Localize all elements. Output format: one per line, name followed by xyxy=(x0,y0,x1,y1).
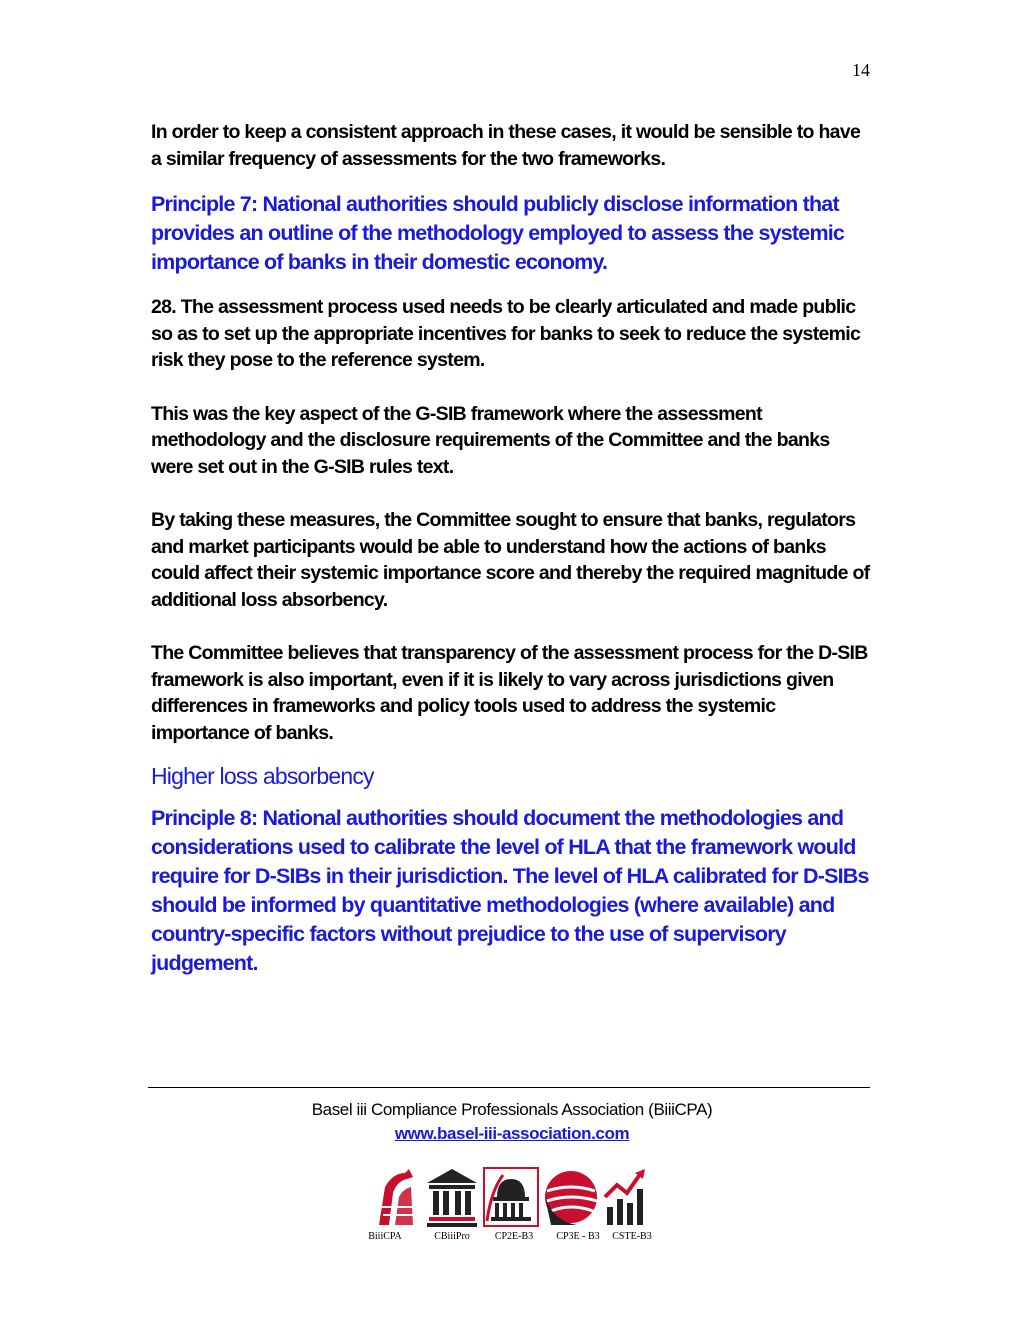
footer-website-link[interactable]: www.basel-iii-association.com xyxy=(394,1124,630,1143)
principle-7: Principle 7: National authorities should publicly disclose information that provides an outline of the methodology employed to assess the systemic importance of banks in their domestic economy. xyxy=(151,192,845,274)
building-dome-icon xyxy=(483,1167,539,1227)
footer-divider xyxy=(148,1087,870,1088)
globe-flag-icon xyxy=(543,1167,601,1227)
paragraph-28: 28. The assessment process used needs to be clearly articulated and made public so as to set up the appropriate incentives for banks to seek to reduce the systemic risk they pose to the reference system. xyxy=(151,296,861,371)
logo-label-cp3e: CP3E - B3 xyxy=(556,1231,600,1242)
principle-8: Principle 8: National authorities should document the methodologies and considerations used to calibrate the level of HLA that the framework would require for D-SIBs in their jurisdiction. The level of HLA calibrated for D-SIBs should be informed by quantitative methodologies (where available) and country-specific factors without prejudice to the use of supervisory judgement. xyxy=(151,806,869,975)
bank-columns-icon xyxy=(425,1167,479,1227)
paragraph-gsib: This was the key aspect of the G-SIB framework where the assessment methodology and the disclosure requirements of the Committee and the banks were set out in the G-SIB rules text. xyxy=(151,402,830,478)
logo-label-cbiiipro: CBiiiPro xyxy=(434,1231,470,1242)
section-heading-hla: Higher loss absorbency xyxy=(151,763,374,789)
logo-label-cste: CSTE-B3 xyxy=(612,1231,652,1242)
logo-label-biiicpa: BiiiCPA xyxy=(368,1231,402,1242)
logo-label-cp2e: CP2E-B3 xyxy=(494,1231,534,1242)
paragraph-consistency: In order to keep a consistent approach in these cases, it would be sensible to have a similar frequency of assessments for the two frameworks. xyxy=(151,121,861,170)
chart-arrow-icon xyxy=(603,1167,647,1227)
paragraph-measures: By taking these measures, the Committee sought to ensure that banks, regulators and market participants would be able to understand how the actions of banks could affect their systemic importance score and thereby the required magnitude of additional loss absorbency. xyxy=(151,509,870,611)
page-number: 14 xyxy=(852,60,870,80)
footer-organization: Basel iii Compliance Professionals Association (BiiiCPA) xyxy=(311,1100,713,1119)
document-body xyxy=(151,119,873,978)
paragraph-transparency: The Committee believes that transparency of the assessment process for the D-SIB framework is also important, even if it is likely to vary across jurisdictions given differences in frameworks and policy tools used to address the systemic importance of banks. xyxy=(151,642,868,744)
arch-icon xyxy=(373,1167,423,1227)
